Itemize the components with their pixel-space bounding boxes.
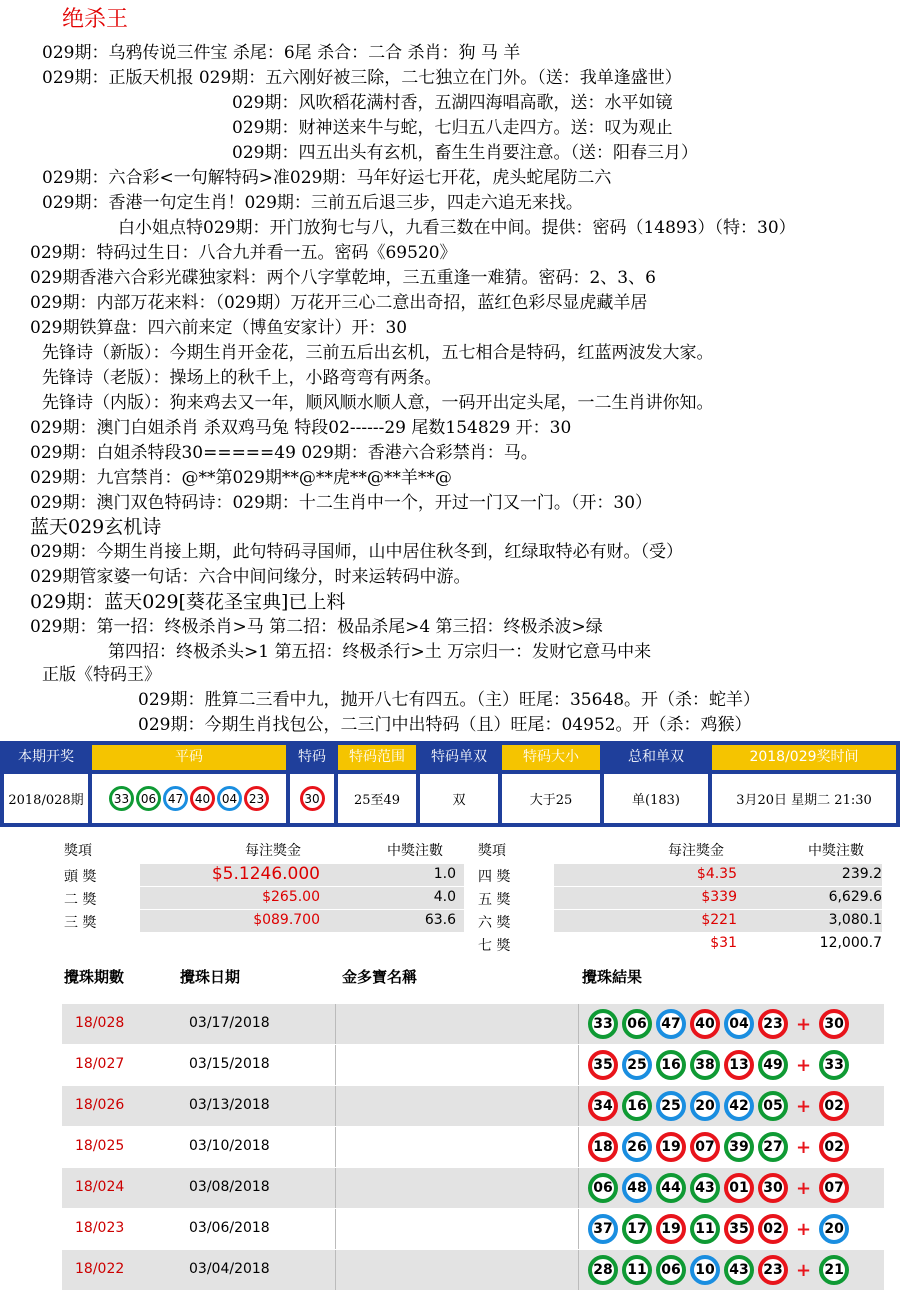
column-divider xyxy=(578,1209,579,1249)
column-divider xyxy=(335,1127,336,1167)
history-balls xyxy=(586,1255,851,1285)
history-date: 03/10/2018 xyxy=(189,1138,270,1154)
prize-name: 三 獎 xyxy=(64,915,97,931)
lottery-ball: 16 xyxy=(622,1091,652,1121)
history-row xyxy=(62,1168,884,1208)
column-divider xyxy=(578,1250,579,1290)
history-period: 18/027 xyxy=(75,1056,125,1072)
lottery-ball: 38 xyxy=(690,1050,720,1080)
lottery-ball: 21 xyxy=(819,1255,849,1285)
lottery-ball: 47 xyxy=(656,1009,686,1039)
prize-amount: $089.700 xyxy=(253,912,320,928)
history-header-name: 金多寶名稱 xyxy=(342,968,418,986)
column-divider xyxy=(335,1250,336,1290)
history-balls xyxy=(586,1173,851,1203)
lottery-ball: 19 xyxy=(656,1214,686,1244)
prediction-line: 029期：白姐杀特段30=====49 029期：香港六合彩禁肖：马。 xyxy=(30,443,538,463)
lottery-ball: 06 xyxy=(136,786,161,811)
history-row xyxy=(62,1086,884,1126)
header-draw-time: 2018/029奖时间 xyxy=(712,745,896,770)
plus-sign: + xyxy=(796,1136,812,1158)
column-divider xyxy=(578,1004,579,1044)
lottery-ball: 01 xyxy=(724,1173,754,1203)
prediction-line: 先锋诗（新版）：今期生肖开金花，三前五后出玄机，五七相合是特码，红蓝两波发大家。 xyxy=(42,343,714,363)
prize-amount: $265.00 xyxy=(262,889,320,905)
prediction-line: 029期铁算盘：四六前来定（博鱼安家计）开：30 xyxy=(30,318,408,338)
prize-header-amount: 每注獎金 xyxy=(245,843,301,859)
prize-header-amount-right: 每注獎金 xyxy=(668,843,724,859)
lottery-ball: 11 xyxy=(690,1214,720,1244)
lottery-ball: 43 xyxy=(724,1255,754,1285)
lottery-ball: 33 xyxy=(819,1050,849,1080)
lottery-ball: 35 xyxy=(724,1214,754,1244)
lottery-ball: 42 xyxy=(724,1091,754,1121)
lottery-ball: 40 xyxy=(190,786,215,811)
lottery-ball: 23 xyxy=(758,1009,788,1039)
history-date: 03/06/2018 xyxy=(189,1220,270,1236)
lottery-ball: 39 xyxy=(724,1132,754,1162)
plus-sign: + xyxy=(796,1013,812,1035)
lottery-ball: 26 xyxy=(622,1132,652,1162)
history-date: 03/17/2018 xyxy=(189,1015,270,1031)
prize-amount: $221 xyxy=(701,912,737,928)
lottery-ball: 33 xyxy=(588,1009,618,1039)
lottery-ball: 40 xyxy=(690,1009,720,1039)
plus-sign: + xyxy=(796,1054,812,1076)
lottery-ball: 27 xyxy=(758,1132,788,1162)
lottery-ball: 16 xyxy=(656,1050,686,1080)
prize-name: 二 獎 xyxy=(64,892,97,908)
prediction-line: 先锋诗（老版）：操场上的秋千上，小路弯弯有两条。 xyxy=(42,368,442,388)
prediction-line: 先锋诗（内版）：狗来鸡去又一年，顺风顺水顺人意，一码开出定头尾，一二生肖讲你知。 xyxy=(42,393,714,413)
lottery-ball: 33 xyxy=(109,786,134,811)
prize-header-count-right: 中獎注數 xyxy=(808,843,864,859)
prediction-line: 029期：乌鸦传说三件宝 杀尾：6尾 杀合：二合 杀肖：狗 马 羊 xyxy=(42,43,521,63)
history-header-result: 攪珠結果 xyxy=(582,968,643,986)
column-divider xyxy=(578,1168,579,1208)
history-date: 03/08/2018 xyxy=(189,1179,270,1195)
lottery-ball: 07 xyxy=(819,1173,849,1203)
header-special-range: 特码范围 xyxy=(338,745,416,770)
column-divider xyxy=(335,1209,336,1249)
column-divider xyxy=(335,1168,336,1208)
prize-amount: $339 xyxy=(701,889,737,905)
history-balls xyxy=(586,1091,851,1121)
lottery-ball: 28 xyxy=(588,1255,618,1285)
history-balls xyxy=(586,1132,851,1162)
prediction-line: 029期香港六合彩光碟独家料：两个八字掌乾坤，三五重逢一难猜。密码：2、3、6 xyxy=(30,268,656,288)
prize-count: 63.6 xyxy=(424,912,456,928)
lottery-ball: 18 xyxy=(588,1132,618,1162)
plus-sign: + xyxy=(796,1177,812,1199)
prediction-line: 白小姐点特029期：开门放狗七与八，九看三数在中间。提供：密码（14893）（特：30） xyxy=(118,218,796,238)
lottery-ball: 06 xyxy=(588,1173,618,1203)
prediction-line: 029期：今期生肖找包公，二三门中出特码（且）旺尾：04952。开（杀：鸡猴） xyxy=(138,715,752,735)
lottery-ball: 19 xyxy=(656,1132,686,1162)
regular-balls xyxy=(92,774,286,823)
history-balls xyxy=(586,1214,851,1244)
prediction-line: 029期：财神送来牛与蛇，七归五八走四方。送：叹为观止 xyxy=(232,118,673,138)
lottery-ball: 13 xyxy=(724,1050,754,1080)
plus-sign: + xyxy=(796,1259,812,1281)
history-row xyxy=(62,1127,884,1167)
current-period: 2018/028期 xyxy=(4,774,88,823)
lottery-ball: 02 xyxy=(758,1214,788,1244)
prize-count: 4.0 xyxy=(433,889,456,905)
prize-name: 頭 獎 xyxy=(64,869,97,885)
history-date: 03/13/2018 xyxy=(189,1097,270,1113)
lottery-ball: 25 xyxy=(622,1050,652,1080)
special-ball xyxy=(290,774,334,823)
history-row xyxy=(62,1250,884,1290)
header-special-odd-even: 特码单双 xyxy=(420,745,498,770)
prediction-line: 029期管家婆一句话：六合中间问缘分，时来运转码中游。 xyxy=(30,567,471,587)
history-period: 18/028 xyxy=(75,1015,125,1031)
prediction-line: 029期：香港一句定生肖！029期：三前五后退三步，四走六追无来找。 xyxy=(42,193,583,213)
prediction-line: 029期：蓝天029[葵花圣宝典]已上料 xyxy=(30,591,346,613)
lottery-ball: 37 xyxy=(588,1214,618,1244)
history-period: 18/026 xyxy=(75,1097,125,1113)
prediction-line: 029期：风吹稻花满村香，五湖四海唱高歌，送：水平如镜 xyxy=(232,93,673,113)
column-divider xyxy=(578,1127,579,1167)
lottery-ball: 49 xyxy=(758,1050,788,1080)
lottery-ball: 17 xyxy=(622,1214,652,1244)
prediction-line: 029期：澳门白姐杀肖 杀双鸡马兔 特段02------29 尾数154829 开：30 xyxy=(30,418,572,438)
prize-header-count: 中獎注數 xyxy=(387,843,443,859)
lottery-ball: 02 xyxy=(819,1132,849,1162)
prize-header-name-right: 獎項 xyxy=(478,843,506,859)
special-range: 25至49 xyxy=(338,774,416,823)
lottery-ball: 10 xyxy=(690,1255,720,1285)
prize-amount: $31 xyxy=(710,935,737,951)
lottery-ball: 23 xyxy=(244,786,269,811)
prize-name: 六 獎 xyxy=(478,915,511,931)
prediction-line: 029期：澳门双色特码诗：029期：十二生肖中一个，开过一门又一门。（开：30） xyxy=(30,493,653,513)
history-header-date: 攪珠日期 xyxy=(180,968,241,986)
history-date: 03/15/2018 xyxy=(189,1056,270,1072)
column-divider xyxy=(578,1045,579,1085)
page-title: 绝杀王 xyxy=(62,7,129,32)
history-header-period: 攪珠期數 xyxy=(64,968,125,986)
prediction-line: 029期：内部万花来料：（029期）万花开三心二意出奇招，蓝红色彩尽显虎藏羊居 xyxy=(30,293,648,313)
lottery-ball: 20 xyxy=(690,1091,720,1121)
prize-count: 6,629.6 xyxy=(828,889,882,905)
prediction-line: 029期：特码过生日：八合九并看一五。密码《69520》 xyxy=(30,243,457,263)
header-special-size: 特码大小 xyxy=(502,745,600,770)
column-divider xyxy=(335,1045,336,1085)
prediction-line: 029期：九宫禁肖：@**第029期**@**虎**@**羊**@ xyxy=(30,468,452,488)
prize-name: 四 獎 xyxy=(478,869,511,885)
lottery-ball: 35 xyxy=(588,1050,618,1080)
history-row xyxy=(62,1045,884,1085)
draw-time: 3月20日 星期二 21:30 xyxy=(712,774,896,823)
header-regular-numbers: 平码 xyxy=(92,745,286,770)
lottery-ball: 06 xyxy=(656,1255,686,1285)
history-period: 18/024 xyxy=(75,1179,125,1195)
result-table xyxy=(0,741,900,827)
lottery-ball: 20 xyxy=(819,1214,849,1244)
prize-header-name: 獎項 xyxy=(64,843,92,859)
lottery-ball: 43 xyxy=(690,1173,720,1203)
prediction-line: 029期：四五出头有玄机，畜生生肖要注意。（送：阳春三月） xyxy=(232,143,698,163)
history-balls xyxy=(586,1009,851,1039)
prediction-line: 蓝天029玄机诗 xyxy=(30,516,162,538)
header-current-draw: 本期开奖 xyxy=(4,745,88,770)
column-divider xyxy=(335,1086,336,1126)
prediction-line: 第四招：终极杀头>1 第五招：终极杀行>土 万宗归一：发财它意马中来 xyxy=(108,642,652,662)
prediction-line: 029期：今期生肖接上期，此句特码寻国师，山中居住秋冬到，红绿取特必有财。（受） xyxy=(30,542,683,562)
lottery-ball: 25 xyxy=(656,1091,686,1121)
sum-odd-even: 单(183) xyxy=(604,774,708,823)
prize-name: 五 獎 xyxy=(478,892,511,908)
lottery-ball: 44 xyxy=(656,1173,686,1203)
lottery-ball: 47 xyxy=(163,786,188,811)
column-divider xyxy=(578,1086,579,1126)
prize-name: 七 獎 xyxy=(478,938,511,954)
lottery-ball: 04 xyxy=(724,1009,754,1039)
lottery-ball: 11 xyxy=(622,1255,652,1285)
history-period: 18/025 xyxy=(75,1138,125,1154)
lottery-ball: 06 xyxy=(622,1009,652,1039)
header-special-number: 特码 xyxy=(290,745,334,770)
plus-sign: + xyxy=(796,1218,812,1240)
prediction-line: 029期：六合彩<一句解特码>准029期：马年好运七开花，虎头蛇尾防二六 xyxy=(42,168,612,188)
lottery-ball: 05 xyxy=(758,1091,788,1121)
header-sum-odd-even: 总和单双 xyxy=(604,745,708,770)
history-balls xyxy=(586,1050,851,1080)
history-row xyxy=(62,1209,884,1249)
special-size: 大于25 xyxy=(502,774,600,823)
prediction-line: 029期：胜算二三看中九，抛开八七有四五。（主）旺尾：35648。开（杀：蛇羊） xyxy=(138,690,761,710)
prize-amount: $4.35 xyxy=(696,866,737,882)
lottery-ball: 48 xyxy=(622,1173,652,1203)
lottery-ball: 30 xyxy=(819,1009,849,1039)
history-period: 18/022 xyxy=(75,1261,125,1277)
lottery-ball: 30 xyxy=(300,786,325,811)
lottery-ball: 23 xyxy=(758,1255,788,1285)
history-date: 03/04/2018 xyxy=(189,1261,270,1277)
lottery-ball: 34 xyxy=(588,1091,618,1121)
history-period: 18/023 xyxy=(75,1220,125,1236)
lottery-ball: 04 xyxy=(217,786,242,811)
prediction-line: 正版《特码王》 xyxy=(42,665,161,685)
special-odd-even: 双 xyxy=(420,774,498,823)
history-row xyxy=(62,1004,884,1044)
column-divider xyxy=(335,1004,336,1044)
prize-count: 3,080.1 xyxy=(828,912,882,928)
prediction-line: 029期：正版天机报 029期：五六刚好被三除，二七独立在门外。（送：我单逢盛世） xyxy=(42,68,682,88)
prediction-line: 029期：第一招：终极杀肖>马 第二招：极品杀尾>4 第三招：终极杀波>绿 xyxy=(30,617,603,637)
plus-sign: + xyxy=(796,1095,812,1117)
prize-amount: $5.1246.000 xyxy=(211,864,320,884)
prize-count: 1.0 xyxy=(433,866,456,882)
lottery-ball: 02 xyxy=(819,1091,849,1121)
prize-count: 239.2 xyxy=(841,866,882,882)
lottery-ball: 07 xyxy=(690,1132,720,1162)
prize-count: 12,000.7 xyxy=(819,935,882,951)
lottery-ball: 30 xyxy=(758,1173,788,1203)
